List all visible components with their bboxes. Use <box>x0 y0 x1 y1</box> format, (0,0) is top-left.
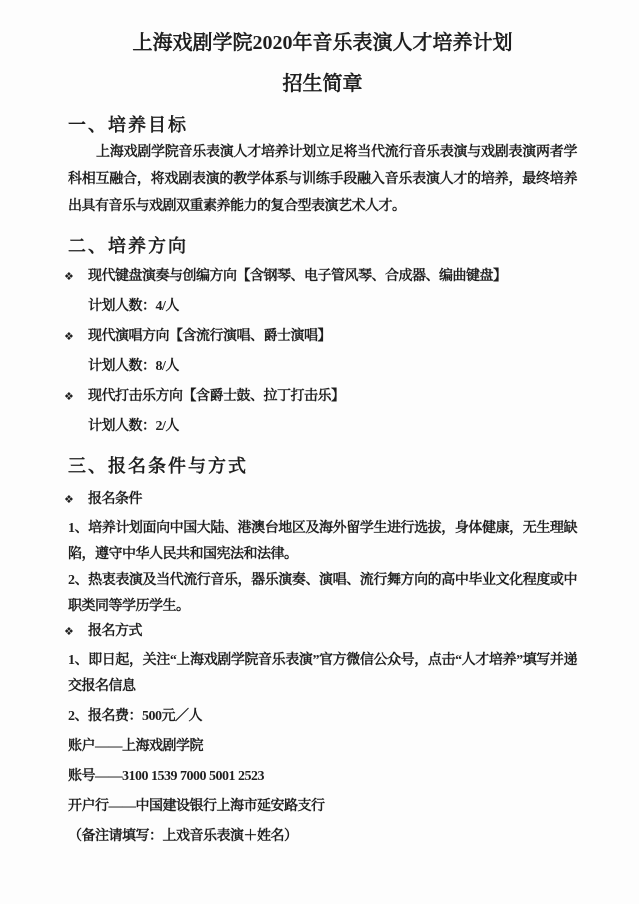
direction-plan-count: 计划人数：4/人 <box>88 299 179 314</box>
payment-account-name: 账户——上海戏剧学院 <box>68 739 203 754</box>
document-title: 上海戏剧学院2020年音乐表演人才培养计划 <box>132 32 513 54</box>
method-item: 1、即日起，关注“上海戏剧学院音乐表演”官方微信公众号，点击“人才培养”填写并递交报名信息 <box>68 653 577 694</box>
diamond-bullet-icon: ❖ <box>64 390 74 403</box>
direction-name: 现代打击乐方向【含爵士鼓、拉丁打击乐】 <box>88 389 345 404</box>
payment-bank-branch: 开户行——中国建设银行上海市延安路支行 <box>68 799 325 814</box>
conditions-label-text: 报名条件 <box>88 492 142 507</box>
section-heading-directions: 二、培养方向 <box>68 236 188 256</box>
method-item: 2、报名费：500元／人 <box>68 709 202 724</box>
diamond-bullet-icon: ❖ <box>64 270 74 283</box>
direction-item <box>64 267 577 287</box>
direction-item <box>64 387 577 407</box>
section-heading-application: 三、报名条件与方式 <box>68 456 248 476</box>
method-label-text: 报名方式 <box>88 624 142 639</box>
diamond-bullet-icon: ❖ <box>64 330 74 343</box>
direction-item <box>64 327 577 347</box>
goal-paragraph: 上海戏剧学院音乐表演人才培养计划立足将当代流行音乐表演与戏剧表演两者学科相互融合，将戏剧表演的教学体系与训练手段融入音乐表演人才的培养，最终培养出具有音乐与戏剧双重素养能力的复合型表演艺术人才。 <box>68 145 577 214</box>
direction-name: 现代键盘演奏与创编方向【含钢琴、电子管风琴、合成器、编曲键盘】 <box>88 269 507 284</box>
payment-account-number: 账号——3100 1539 7000 5001 2523 <box>68 769 264 784</box>
payment-remark-note: （备注请填写：上戏音乐表演＋姓名） <box>68 829 298 844</box>
direction-name: 现代演唱方向【含流行演唱、爵士演唱】 <box>88 329 331 344</box>
method-label <box>64 622 577 642</box>
diamond-bullet-icon: ❖ <box>64 625 74 638</box>
direction-plan-count: 计划人数：2/人 <box>88 419 179 434</box>
section-heading-goal: 一、培养目标 <box>68 115 188 135</box>
condition-item: 1、培养计划面向中国大陆、港澳台地区及海外留学生进行选拔，身体健康，无生理缺陷，遵守中华人民共和国宪法和法律。 <box>68 521 577 562</box>
direction-plan-count: 计划人数：8/人 <box>88 359 179 374</box>
condition-item: 2、热衷表演及当代流行音乐，器乐演奏、演唱、流行舞方向的高中毕业文化程度或中职类同等学历学生。 <box>68 573 577 614</box>
conditions-label <box>64 490 577 510</box>
document-subtitle: 招生简章 <box>282 73 363 95</box>
diamond-bullet-icon: ❖ <box>64 493 74 506</box>
